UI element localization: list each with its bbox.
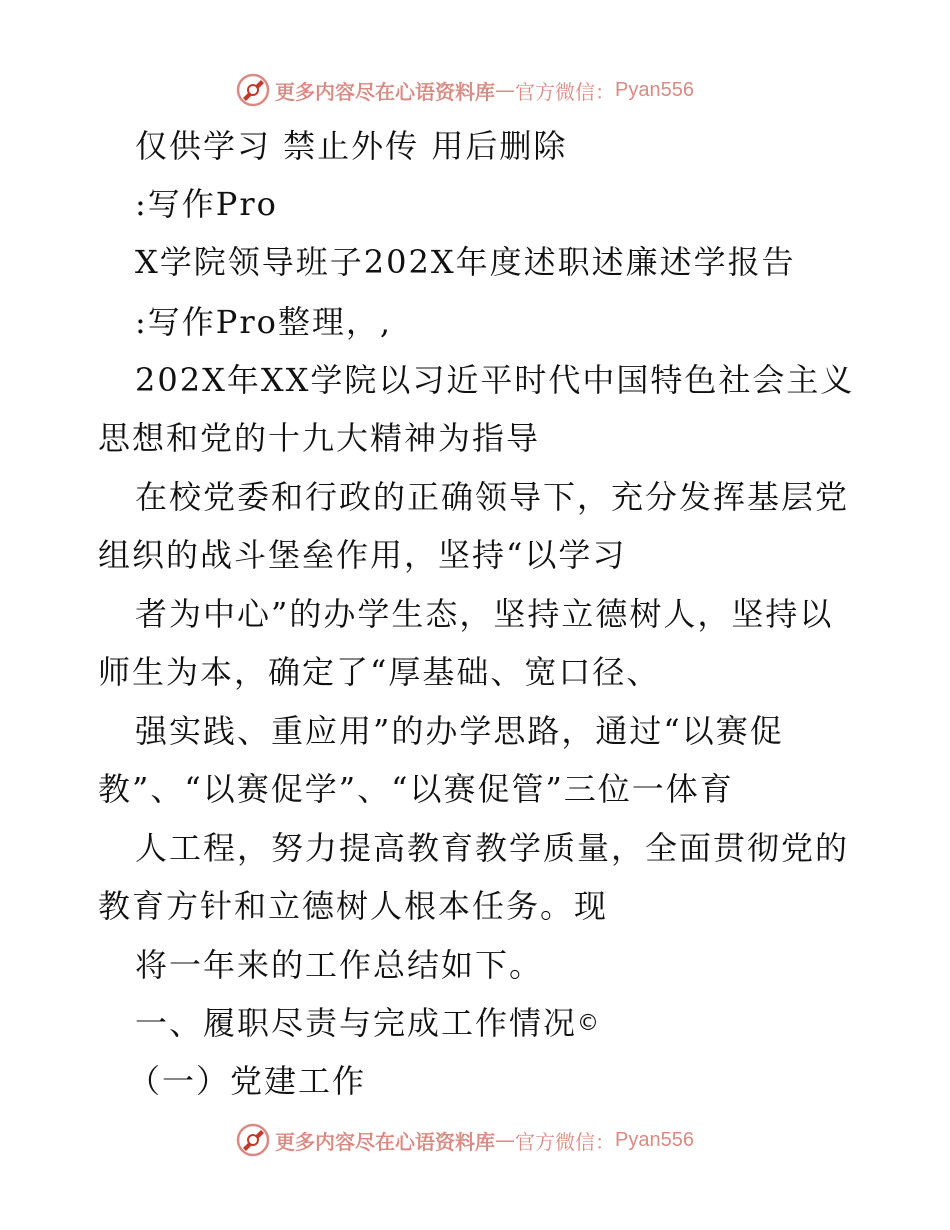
author-line: :写作Pro	[135, 185, 278, 223]
logo-icon	[235, 72, 271, 108]
paragraph-line: 者为中心”的办学生态，坚持立德树人，坚持以	[135, 595, 834, 633]
paragraph-line: 将一年来的工作总结如下。	[135, 946, 544, 984]
paragraph-line: 教”、“以赛促学”、“以赛促管”三位一体育	[98, 770, 734, 808]
section-heading	[135, 1003, 601, 1044]
paragraph-line: 在校党委和行政的正确领导下，充分发挥基层党	[135, 478, 850, 516]
paragraph-line: 师生为本，确定了“厚基础、宽口径、	[98, 653, 661, 691]
watermark-title: 更多内容尽在心语资料库	[275, 79, 495, 104]
watermark-title: 更多内容尽在心语资料库	[275, 1129, 495, 1154]
section-heading-text: 一、履职尽责与完成工作情况	[135, 1004, 578, 1042]
paragraph-line: 组织的战斗堡垒作用，坚持“以学习	[98, 536, 627, 574]
paragraph-line: 人工程，努力提高教育教学质量，全面贯彻党的	[135, 829, 850, 867]
watermark-wechat-id: Pyan556	[615, 78, 694, 101]
watermark-wechat-label: 官方微信：	[515, 79, 615, 104]
watermark-dash: —	[495, 78, 515, 102]
paragraph-line: 强实践、重应用”的办学思路，通过“以赛促	[135, 712, 784, 750]
paragraph-line: 思想和党的十九大精神为指导	[98, 419, 541, 457]
watermark-wechat-id: Pyan556	[615, 1128, 694, 1151]
document-title: X学院领导班子202X年度述职述廉述学报告	[135, 243, 796, 281]
logo-icon	[235, 1122, 271, 1158]
paragraph-line: 202X年XX学院以习近平时代中国特色社会主义	[135, 361, 855, 399]
watermark-dash: —	[495, 1128, 515, 1152]
watermark-wechat-label: 官方微信：	[515, 1129, 615, 1154]
compiler-line: :写作Pro整理，,	[135, 303, 393, 341]
subsection-heading: （一）党建工作	[128, 1062, 367, 1100]
header-watermark	[235, 72, 694, 108]
footer-watermark	[235, 1122, 694, 1158]
copyright-mark-icon: ©	[577, 1011, 602, 1036]
paragraph-line: 教育方针和立德树人根本任务。现	[98, 887, 609, 925]
notice-line: 仅供学习 禁止外传 用后删除	[135, 127, 568, 165]
